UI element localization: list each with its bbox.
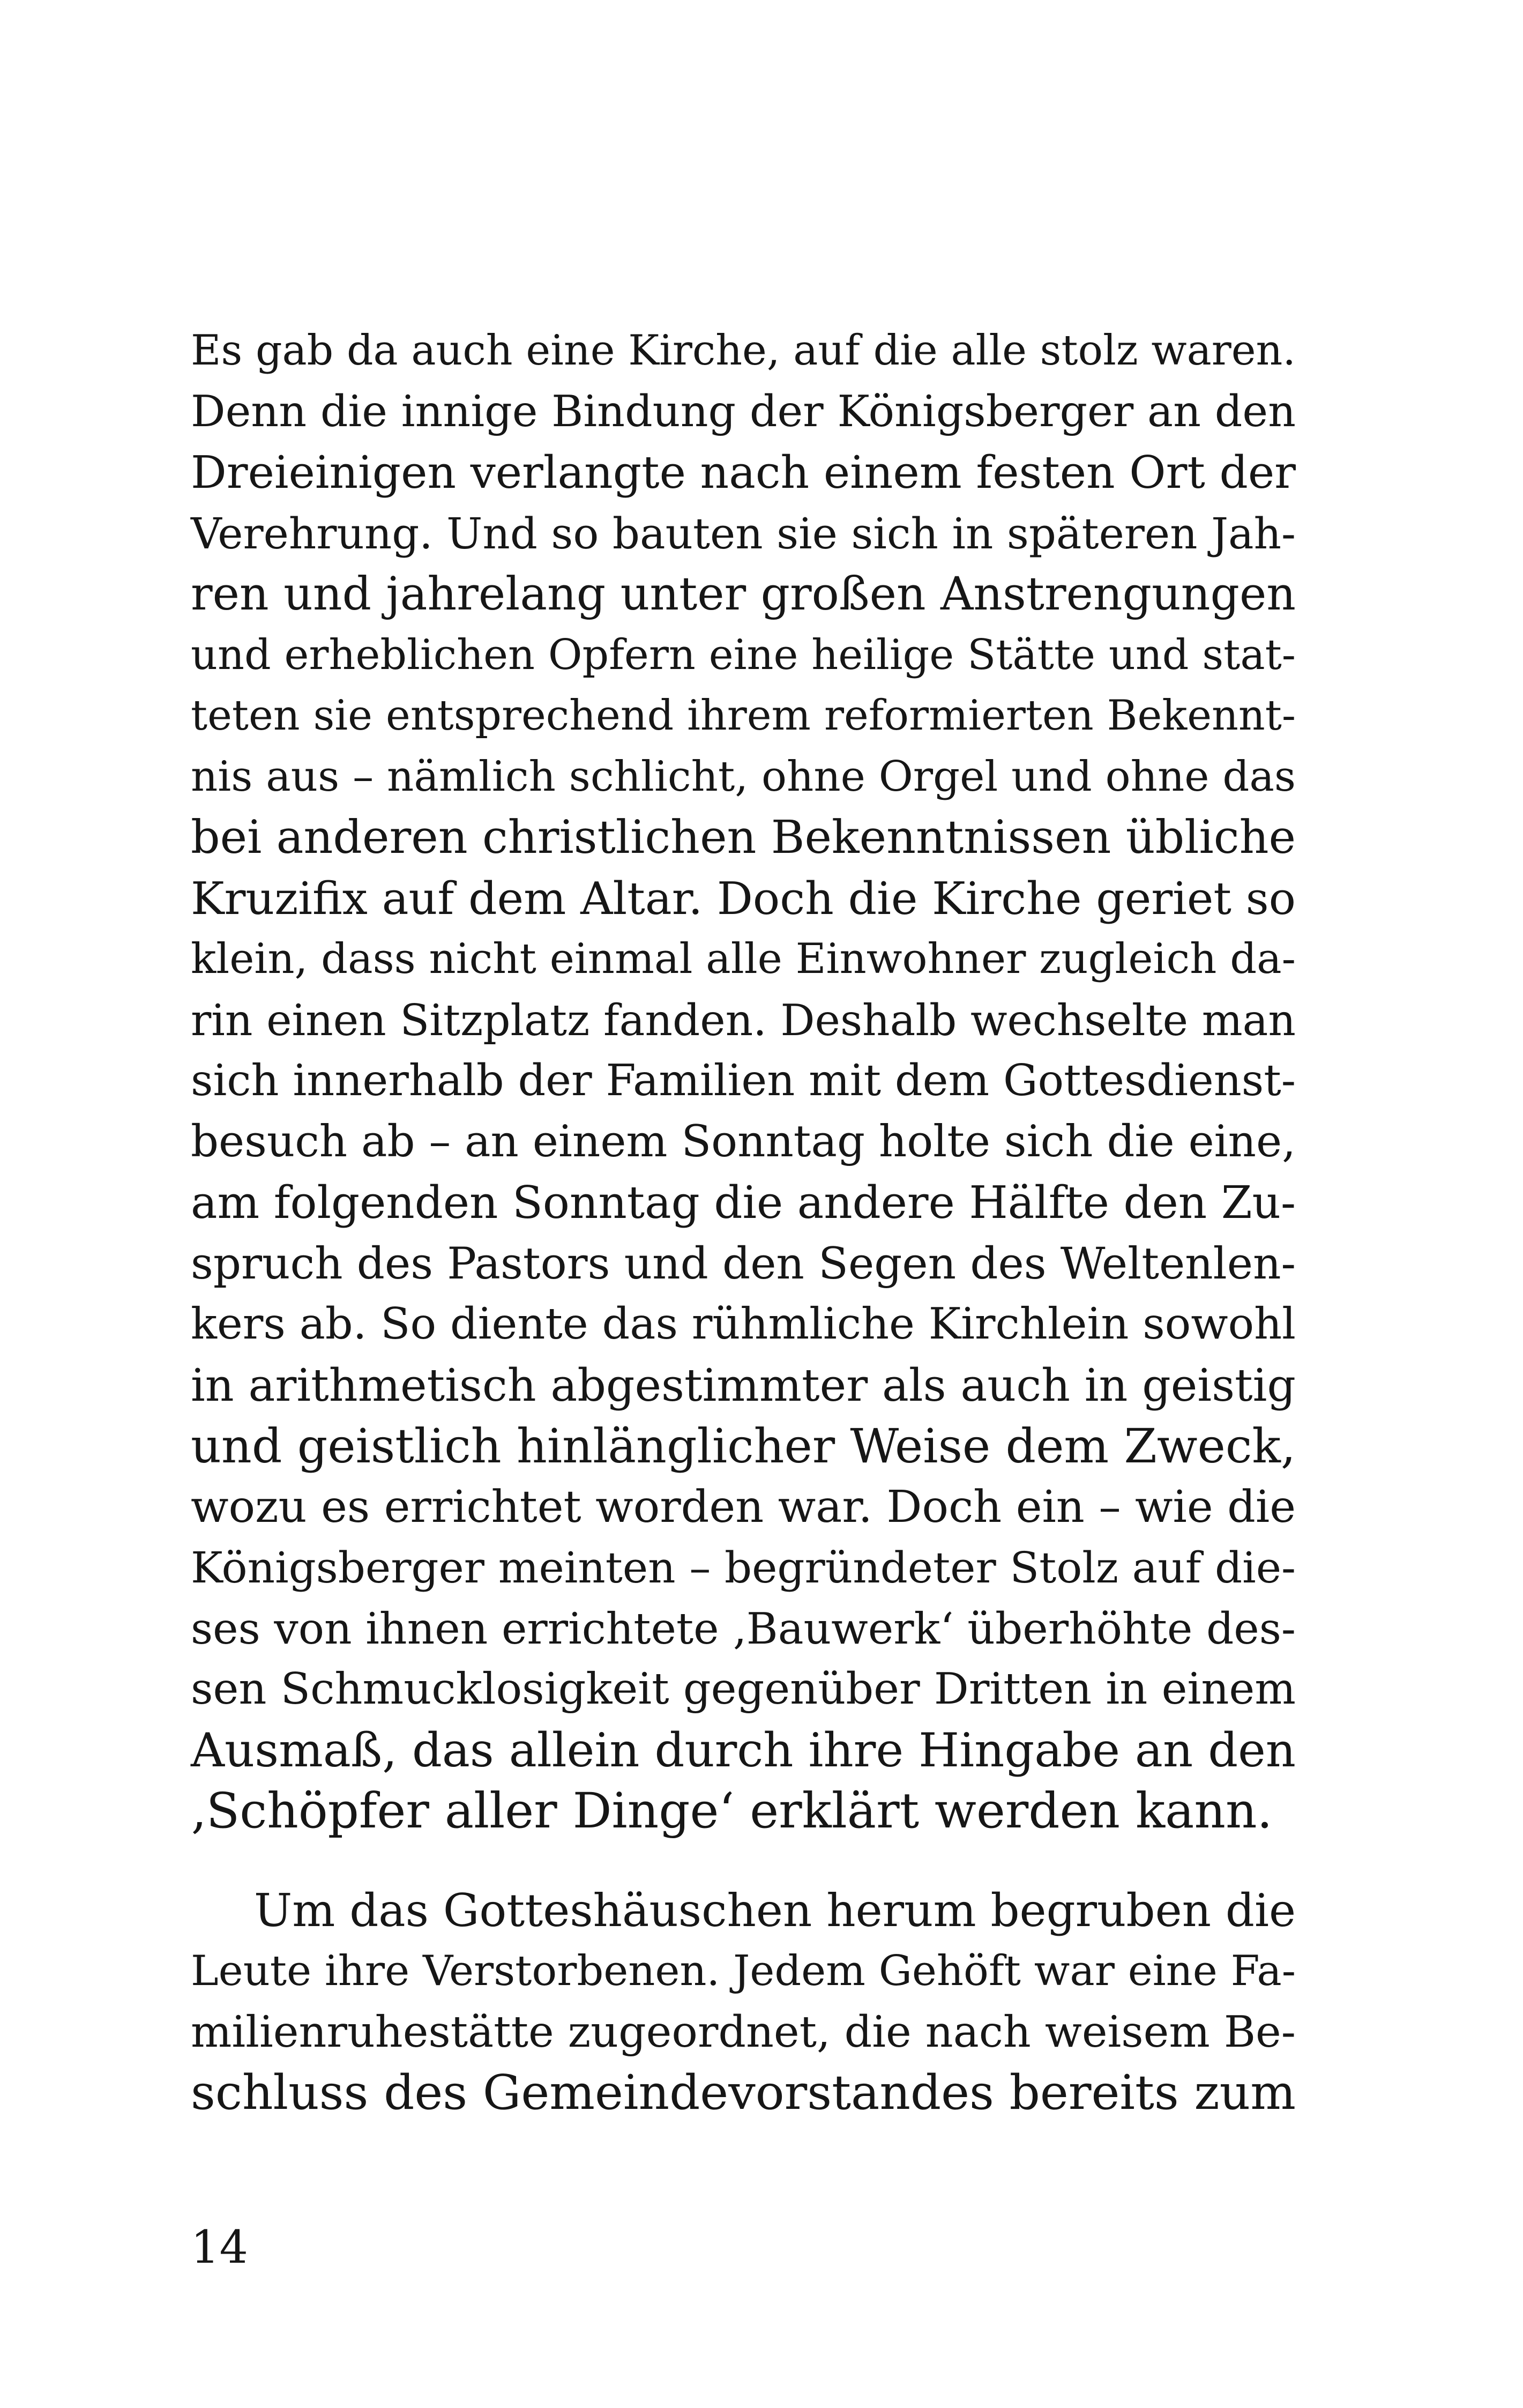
text-line: ren und jahrelang unter großen Anstrengungen <box>191 568 1296 621</box>
text-line: sich innerhalb der Familien mit dem Gottesdienst- <box>191 1056 1296 1106</box>
text-line: ‚Schöpfer aller Dinge‘ erklärt werden kann. <box>191 1783 1273 1839</box>
body-text <box>191 321 1296 2124</box>
text-line: milienruhestätte zugeordnet, die nach weisem Be- <box>191 2006 1296 2057</box>
paragraph-gap <box>191 1842 1296 1881</box>
text-line: Es gab da auch eine Kirche, auf die alle stolz waren. <box>191 326 1296 375</box>
text-line: besuch ab – an einem Sonntag holte sich die eine, <box>191 1116 1296 1167</box>
text-line: bei anderen christlichen Bekenntnissen übliche <box>191 811 1296 864</box>
text-line: Königsberger meinten – begründeter Stolz auf die- <box>191 1543 1296 1593</box>
paragraph-1 <box>191 321 1296 1842</box>
page-number: 14 <box>191 2221 248 2273</box>
text-line: klein, dass nicht einmal alle Einwohner zugleich da- <box>191 935 1296 983</box>
text-line: Denn die innige Bindung der Königsberger an den <box>191 386 1296 437</box>
text-line: in arithmetisch abgestimmter als auch in geistig <box>191 1358 1296 1411</box>
text-line: schluss des Gemeindevorstandes bereits zum <box>191 2065 1296 2121</box>
text-line: nis aus – nämlich schlicht, ohne Orgel und ohne das <box>191 752 1296 801</box>
text-line: und geistlich hinlänglicher Weise dem Zweck, <box>191 1418 1296 1474</box>
text-line: und erheblichen Opfern eine heilige Stätte und stat- <box>191 630 1296 679</box>
text-line: sen Schmucklosigkeit gegenüber Dritten in einem <box>191 1664 1296 1714</box>
text-line: Ausmaß, das allein durch ihre Hingabe an den <box>191 1722 1296 1778</box>
text-line: teten sie entsprechend ihrem reformierten Bekennt- <box>191 692 1296 740</box>
text-line: Um das Gotteshäuschen herum begruben die <box>254 1884 1296 1937</box>
text-line: rin einen Sitzplatz fanden. Deshalb wechselte man <box>191 995 1296 1045</box>
text-line: Kruzifix auf dem Altar. Doch die Kirche geriet so <box>191 872 1296 925</box>
text-line: Verehrung. Und so bauten sie sich in späteren Jah- <box>191 508 1296 559</box>
text-line: spruch des Pastors und den Segen des Weltenlen- <box>191 1238 1296 1289</box>
text-line: Dreieinigen verlangte nach einem festen Ort der <box>191 447 1296 499</box>
text-line: ses von ihnen errichtete ‚Bauwerk‘ überhöhte des- <box>191 1603 1296 1654</box>
text-line: kers ab. So diente das rühmliche Kirchlein sowohl <box>191 1299 1296 1349</box>
text-line: am folgenden Sonntag die andere Hälfte den Zu- <box>191 1177 1296 1229</box>
text-line: Leute ihre Verstorbenen. Jedem Gehöft war eine Fa- <box>191 1947 1296 1995</box>
paragraph-2 <box>191 1881 1296 2124</box>
text-line: wozu es errichtet worden war. Doch ein – wie die <box>191 1481 1296 1533</box>
